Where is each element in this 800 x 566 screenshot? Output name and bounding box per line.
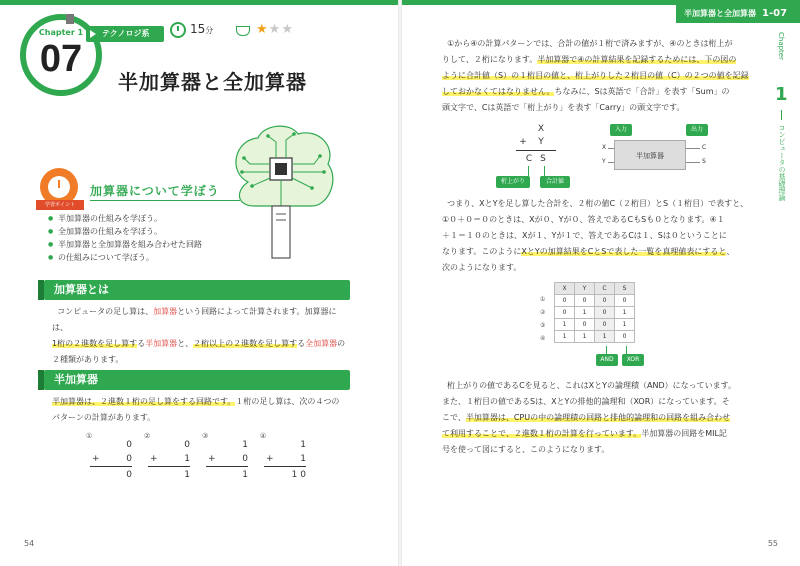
input-label: 入力 — [610, 124, 632, 136]
table-row: 0 1 0 1 — [555, 307, 635, 319]
intro-paragraph: ①から④の計算パターンでは、合計の値が１桁で済みますが、④のときは桁上が りして、２桁になります。半加算器で④の計算結果を記録するためには、下の図の ように合計値（S）の１桁目の値と、桁上がりした２桁目の値（C）の２つの値を記録 しておかなくてはなりません。ちなみに、Sは英語で「合計」を表す「Sum」の 頭文字で、Cは英語で「桁上がり」を表す「Carry」の頭文字です。 — [442, 39, 749, 112]
half-adder-paragraph: 半加算器は、２進数１桁の足し算をする回路です。１桁の足し算は、次の４つの パターンの計算があります。 — [52, 397, 340, 422]
list-item: ● 半加算器と全加算器を組み合わせた回路 — [48, 238, 202, 251]
chapter-side-tab — [774, 32, 790, 292]
triangle-icon — [90, 30, 96, 38]
conclusion-paragraph: 桁上がりの値であるCを見ると、これはXとYの論理積（AND）になっています。 また、１桁目の値であるSは、XとYの排他的論理和（XOR）になっています。そ こで、半加算器は、CPUの中の論理積の回路と排他的論理和の回路を組み合わせ て利用することで、２進数１桁の計算を行っています。半加算器の回路をMIL記 号を使って図にすると、このようになります。 — [442, 381, 737, 454]
page-number: 54 — [24, 539, 35, 548]
running-header-title: 半加算器と全加算器 — [684, 9, 756, 18]
binary-addition-examples: ① 0 + 0 0 ② 0 + 1 1 ③ 1 + 0 1 ④ 1 + 1 1 0 — [86, 432, 306, 480]
row-label: ③ — [540, 322, 546, 329]
table-header: Y — [575, 283, 595, 295]
list-item-continuation: ● の仕組みについて学ぼう。 — [48, 251, 202, 264]
star-filled-icon: ★ — [256, 22, 269, 37]
section-heading-adder: 加算器とは — [44, 280, 350, 300]
row-label: ② — [540, 309, 546, 316]
side-subject: コンピュータの基礎理論 — [778, 124, 786, 201]
star-empty-icon: ★ — [268, 22, 282, 37]
output-label: 出力 — [686, 124, 708, 136]
alarm-clock-icon — [170, 22, 186, 38]
table-row: 1 1 1 0 — [555, 331, 635, 343]
chapter-label: Chapter 1 — [38, 28, 84, 37]
chapter-number: 07 — [39, 38, 83, 80]
right-page — [402, 0, 800, 566]
learning-title: 加算器について学ぼう — [90, 184, 220, 198]
study-time-unit: 分 — [205, 26, 214, 35]
list-item: ● 全加算器の仕組みを学ぼう。 — [48, 225, 202, 238]
star-empty-icon: ★ — [281, 22, 294, 37]
addition-diagram: X + Y C S — [494, 122, 604, 188]
difficulty-rating — [256, 22, 294, 37]
adder-paragraph: コンピュータの足し算は、加算器という回路によって計算されます。加算器には、 1桁の２進数を足し算する半加算器と、２桁以上の２進数を足し算する全加算器の ２種類があります。 — [52, 307, 346, 364]
sum-label: 合計値 — [540, 176, 570, 188]
and-label: AND — [596, 354, 618, 366]
half-adder-block: 半加算器 — [614, 140, 686, 170]
pin-y: Y — [602, 158, 606, 165]
side-chapter-label: Chapter — [777, 32, 785, 60]
running-header-number: 1-07 — [762, 8, 788, 19]
learning-point-ribbon: 学習ポイント — [36, 200, 84, 210]
section-heading-half-adder: 半加算器 — [44, 370, 350, 390]
top-accent-bar — [0, 0, 398, 5]
category-tag-label: テクノロジ系 — [102, 29, 150, 38]
list-item: ● 半加算器の仕組みを学ぼう。 — [48, 212, 202, 225]
table-header: C — [595, 283, 615, 295]
badge-marker — [66, 14, 74, 24]
explanation-paragraph: つまり、XとYを足し算した合計を、２桁の値C（２桁目）とS（１桁目）で表すと、 ①０＋０＝０のときは、Xが０、Yが０、答えであるCもSも０となります。④１ ＋１＝１０のときは、Xが１、Yが１で、答えであるCは１、Sは０ということに なります。このようにXとYの加算結果をCとSで表した一覧を真理値表にすると、 次のようになります。 — [442, 199, 749, 272]
carry-label: 桁上がり — [496, 176, 530, 188]
page-number: 55 — [767, 539, 778, 548]
truth-table — [554, 282, 635, 343]
page-title: 半加算器と全加算器 — [118, 70, 307, 94]
table-row: 1 0 0 1 — [555, 319, 635, 331]
table-header: X — [555, 283, 575, 295]
row-label: ① — [540, 296, 546, 303]
xor-label: XOR — [622, 354, 644, 366]
circuit-brain-illustration — [228, 122, 338, 262]
category-tag — [86, 26, 164, 42]
table-row: 0 0 0 0 — [555, 295, 635, 307]
pin-c: C — [702, 144, 707, 151]
learning-bullets — [48, 212, 202, 264]
pin-x: X — [602, 144, 607, 151]
side-chapter-number: 1 — [775, 84, 788, 105]
left-page — [0, 0, 398, 566]
running-header — [676, 5, 800, 23]
table-header: S — [615, 283, 635, 295]
row-label: ④ — [540, 335, 546, 342]
study-time — [190, 22, 213, 36]
study-time-value: 15 — [190, 22, 206, 36]
divider — [90, 200, 240, 201]
teapot-icon — [236, 26, 250, 36]
pin-s: S — [702, 158, 706, 165]
